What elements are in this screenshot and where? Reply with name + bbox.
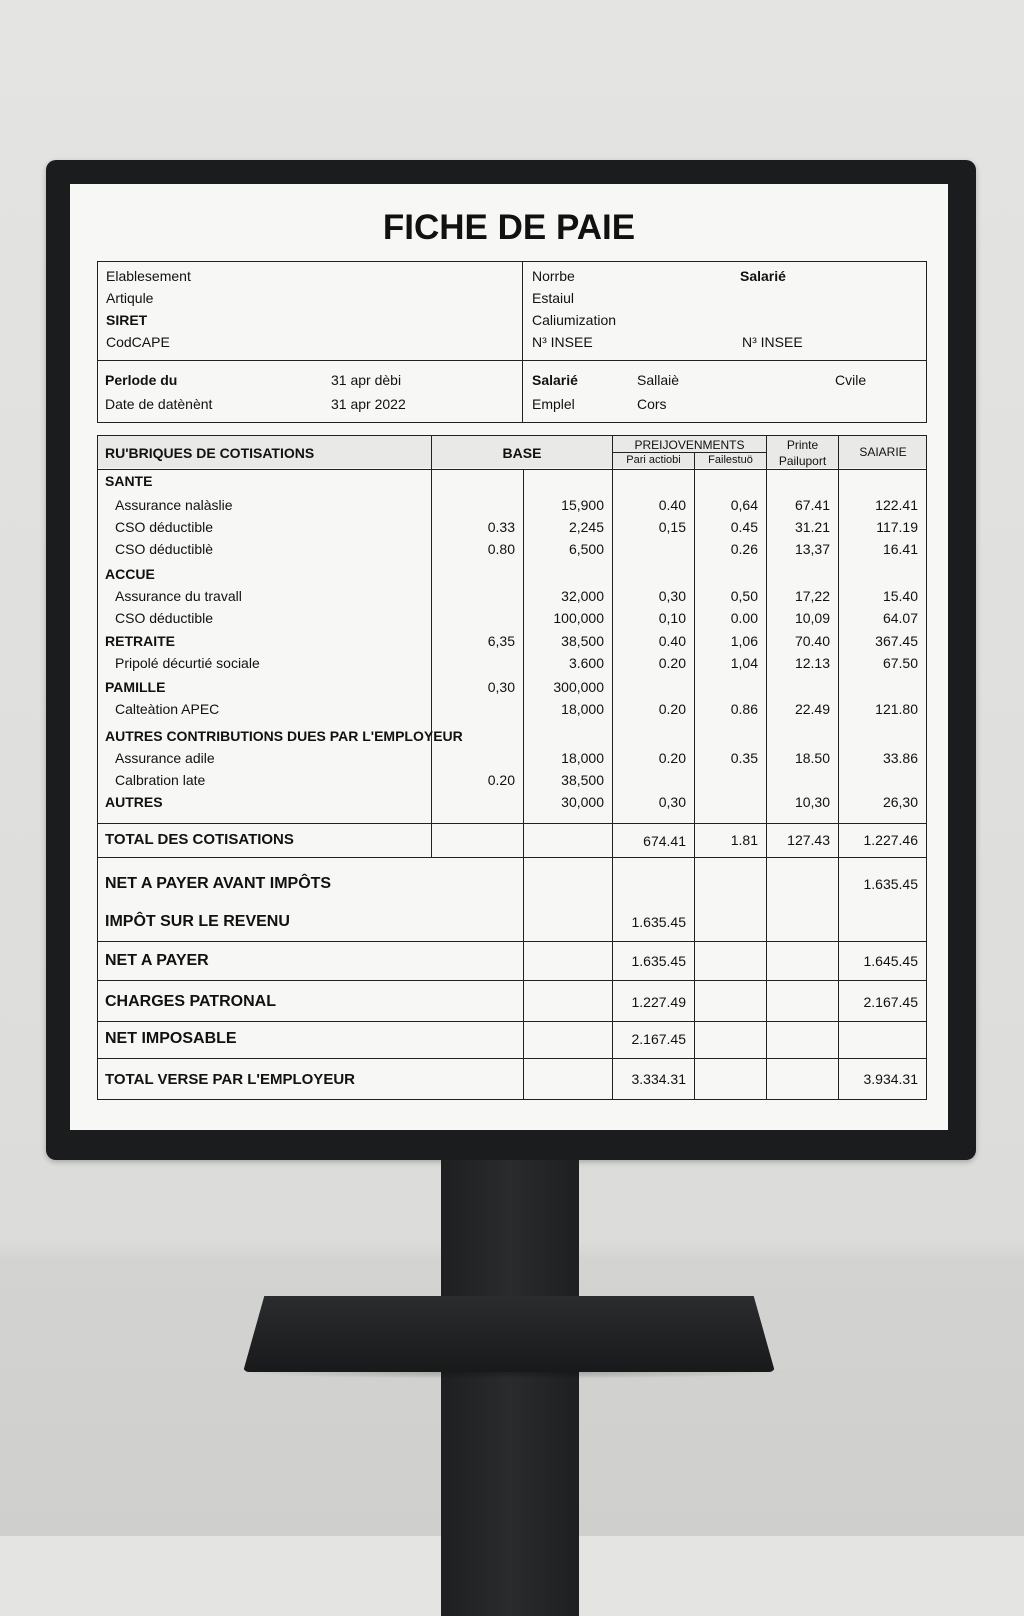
salarie-label: Salarié bbox=[532, 372, 578, 388]
period-label: Perlode du bbox=[105, 372, 178, 388]
info-nombre: Norrbe bbox=[532, 268, 575, 284]
charges-patronal-label: CHARGES PATRONAL bbox=[105, 993, 276, 1010]
table-cell-c3: 0,15 bbox=[658, 519, 686, 535]
table-cell-c3: 0.40 bbox=[658, 633, 686, 649]
table-cell-c3: 0,30 bbox=[658, 794, 686, 810]
table-cell-c3: 0.20 bbox=[658, 750, 686, 766]
total-verse-label: TOTAL VERSE PAR L'EMPLOYEUR bbox=[105, 1071, 355, 1088]
date-label: Date de datènènt bbox=[105, 396, 213, 412]
table-cell-c5: 22.49 bbox=[794, 701, 830, 717]
monitor-stand-base bbox=[243, 1296, 775, 1372]
table-row-label: CSO déductible bbox=[115, 519, 214, 535]
total-cotisations-c4: 1.81 bbox=[730, 832, 758, 848]
table-cell-c3: 0.40 bbox=[658, 497, 686, 513]
info-article: Artiqule bbox=[106, 290, 154, 306]
section-heading: AUTRES bbox=[105, 794, 163, 810]
date-value: 31 apr 2022 bbox=[331, 396, 406, 412]
table-cell-c4: 1,06 bbox=[730, 633, 758, 649]
info-salarie-heading: Salarié bbox=[740, 268, 786, 284]
charges-patronal-value: 1.227.49 bbox=[631, 994, 686, 1010]
info-etablissement: Elablesement bbox=[106, 268, 191, 284]
table-row-label: Pripolé décurtié sociale bbox=[115, 655, 260, 671]
charges-patronal-salarie: 2.167.45 bbox=[863, 994, 918, 1010]
net-a-payer-label: NET A PAYER bbox=[105, 952, 209, 969]
header-prelevements: PREIJOVENMENTS bbox=[634, 438, 745, 452]
table-cell-c4: 0.00 bbox=[730, 610, 758, 626]
header-par-action: Pari actiobi bbox=[626, 454, 681, 466]
table-cell-c2: 38,500 bbox=[561, 772, 604, 788]
table-cell-c5: 31.21 bbox=[794, 519, 830, 535]
section-heading: SANTE bbox=[105, 473, 153, 489]
table-cell-c5: 70.40 bbox=[794, 633, 830, 649]
table-cell-c3: 0,10 bbox=[658, 610, 686, 626]
table-cell-c1: 6,35 bbox=[487, 633, 515, 649]
net-avant-impots-salarie: 1.635.45 bbox=[863, 876, 918, 892]
monitor bbox=[46, 160, 976, 1160]
table-cell-c6: 367.45 bbox=[875, 633, 918, 649]
table-cell-c5: 10,09 bbox=[794, 610, 830, 626]
table-cell-c2: 3.600 bbox=[568, 655, 604, 671]
table-row-label: CSO déductiblè bbox=[115, 541, 214, 557]
total-verse-value: 3.334.31 bbox=[631, 1071, 686, 1087]
table-cell-c2: 300,000 bbox=[553, 679, 604, 695]
emploi-value: Cors bbox=[637, 396, 667, 412]
table-cell-c6: 117.19 bbox=[876, 519, 918, 535]
table-cell-c5: 17,22 bbox=[794, 588, 830, 604]
table-cell-c4: 0.26 bbox=[730, 541, 758, 557]
impot-revenu-label: IMPÔT SUR LE REVENU bbox=[105, 913, 290, 930]
header-falestud: Failestuö bbox=[708, 454, 753, 466]
table-cell-c2: 6,500 bbox=[568, 541, 604, 557]
section-heading: PAMILLE bbox=[105, 679, 166, 695]
salarie-value: Sallaiè bbox=[637, 372, 680, 388]
net-a-payer-value: 1.635.45 bbox=[631, 953, 686, 969]
table-cell-c1: 0.33 bbox=[487, 519, 515, 535]
table-cell-c6: 15.40 bbox=[882, 588, 918, 604]
header-base: BASE bbox=[502, 445, 542, 461]
emploi-label: Emplel bbox=[532, 396, 575, 412]
table-cell-c4: 1,04 bbox=[730, 655, 758, 671]
table-cell-c5: 13,37 bbox=[794, 541, 830, 557]
civilite-value: Cvile bbox=[835, 372, 867, 388]
table-cell-c4: 0.86 bbox=[730, 701, 758, 717]
table-cell-c2: 100,000 bbox=[553, 610, 604, 626]
total-verse-salarie: 3.934.31 bbox=[863, 1071, 918, 1087]
table-cell-c4: 0.35 bbox=[730, 750, 758, 766]
table-cell-c3: 0.20 bbox=[658, 701, 686, 717]
table-row-label: Calbration late bbox=[115, 772, 206, 788]
page-title: FICHE DE PAIE bbox=[382, 208, 636, 247]
header-pailuport: Pailuport bbox=[778, 454, 827, 468]
table-cell-c2: 38,500 bbox=[561, 633, 604, 649]
period-value: 31 apr dèbi bbox=[331, 372, 402, 388]
table-cell-c5: 10,30 bbox=[794, 794, 830, 810]
net-a-payer-salarie: 1.645.45 bbox=[863, 953, 918, 969]
header-rubriques: RU'BRIQUES DE COTISATIONS bbox=[105, 445, 315, 461]
section-heading: RETRAITE bbox=[105, 633, 175, 649]
table-cell-c6: 67.50 bbox=[882, 655, 918, 671]
table-cell-c2: 18,000 bbox=[561, 701, 604, 717]
total-cotisations-c3: 674.41 bbox=[643, 833, 686, 849]
table-row-label: CSO déductible bbox=[115, 610, 214, 626]
table-cell-c2: 18,000 bbox=[561, 750, 604, 766]
payslip-document bbox=[70, 184, 948, 1130]
table-cell-c5: 12.13 bbox=[794, 655, 830, 671]
table-cell-c4: 0,50 bbox=[730, 588, 758, 604]
table-cell-c1: 0.80 bbox=[487, 541, 515, 557]
table-cell-c6: 33.86 bbox=[882, 750, 918, 766]
table-cell-c1: 0.20 bbox=[487, 772, 515, 788]
table-cell-c6: 16.41 bbox=[882, 541, 918, 557]
total-cotisations-c5: 127.43 bbox=[787, 832, 830, 848]
table-cell-c6: 122.41 bbox=[875, 497, 918, 513]
net-avant-impots-label: NET A PAYER AVANT IMPÔTS bbox=[105, 875, 332, 892]
table-cell-c2: 32,000 bbox=[561, 588, 604, 604]
table-cell-c1: 0,30 bbox=[487, 679, 515, 695]
section-heading: AUTRES CONTRIBUTIONS DUES PAR L'EMPLOYEUR bbox=[105, 728, 463, 744]
header-salarie: SAIARIE bbox=[859, 445, 907, 459]
info-insee-2: N³ INSEE bbox=[742, 334, 803, 350]
section-heading: ACCUE bbox=[105, 566, 155, 582]
info-classification: Caliumization bbox=[532, 312, 617, 328]
info-statut: Estaiul bbox=[532, 290, 575, 306]
table-row-label: Assurance adile bbox=[115, 750, 215, 766]
net-imposable-value: 2.167.45 bbox=[631, 1031, 686, 1047]
table-row-label: Assurance nalàslie bbox=[115, 497, 233, 513]
table-cell-c5: 67.41 bbox=[794, 497, 830, 513]
monitor-stand-neck bbox=[441, 1160, 579, 1616]
table-cell-c3: 0.20 bbox=[658, 655, 686, 671]
table-cell-c2: 2,245 bbox=[568, 519, 604, 535]
table-cell-c4: 0,64 bbox=[730, 497, 758, 513]
info-siret: SIRET bbox=[106, 312, 148, 328]
info-code: CodCAPE bbox=[106, 334, 170, 350]
total-cotisations-c6: 1.227.46 bbox=[863, 832, 918, 848]
impot-revenu-value: 1.635.45 bbox=[631, 914, 686, 930]
table-cell-c2: 15,900 bbox=[561, 497, 604, 513]
table-row-label: Calteàtion APEC bbox=[115, 701, 220, 717]
table-cell-c5: 18.50 bbox=[794, 750, 830, 766]
table-row-label: Assurance du travall bbox=[115, 588, 242, 604]
table-cell-c6: 121.80 bbox=[875, 701, 918, 717]
total-cotisations-label: TOTAL DES COTISATIONS bbox=[105, 831, 294, 848]
table-cell-c4: 0.45 bbox=[730, 519, 758, 535]
net-imposable-label: NET IMPOSABLE bbox=[105, 1030, 237, 1047]
table-cell-c2: 30,000 bbox=[561, 794, 604, 810]
info-insee-1: N³ INSEE bbox=[532, 334, 593, 350]
table-cell-c3: 0,30 bbox=[658, 588, 686, 604]
table-cell-c6: 64.07 bbox=[882, 610, 918, 626]
header-printe: Printe bbox=[786, 438, 819, 452]
table-cell-c6: 26,30 bbox=[882, 794, 918, 810]
